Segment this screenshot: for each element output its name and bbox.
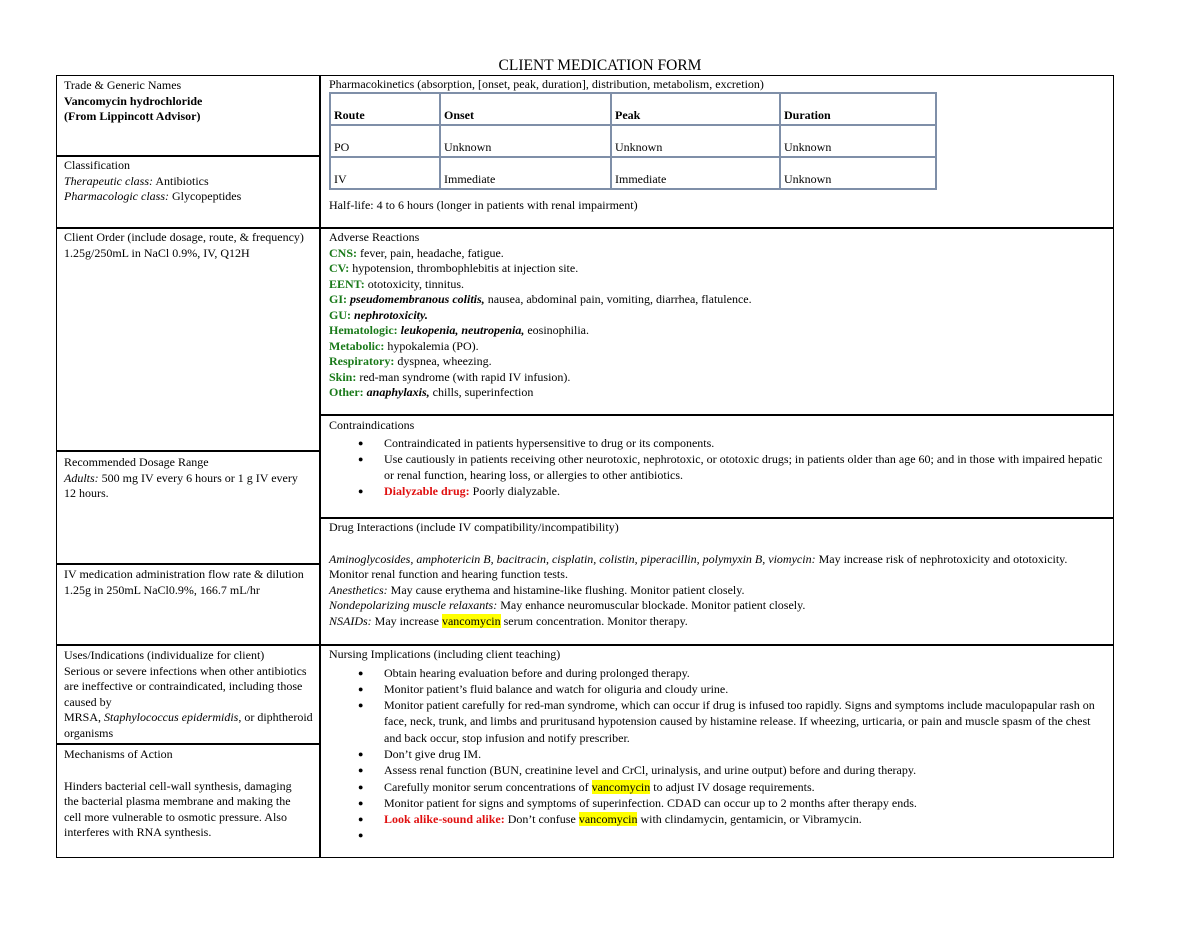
nondepolarizing-text: May enhance neuromuscular blockade. Monitor patient closely. <box>497 598 806 612</box>
mechanisms-text: Hinders bacterial cell-wall synthesis, damaging the bacterial plasma membrane and making the cell more vulnerable to osmotic pressure. Also interferes with RNA synthesis. <box>64 778 292 839</box>
list-item: ● Contraindicated in patients hypersensitive to drug or its components. <box>329 435 1109 451</box>
header-route: Route <box>330 93 440 125</box>
nsaids-label: NSAIDs: <box>329 613 372 628</box>
adults-label: Adults: <box>64 470 99 485</box>
cv-label: CV: <box>329 261 350 275</box>
gu-label: GU: <box>329 307 351 322</box>
divider <box>56 227 320 229</box>
divider <box>56 644 320 646</box>
table-cell: Unknown <box>440 125 611 157</box>
list-item: ● Use cautiously in patients receiving other neurotoxic, nephrotoxic, or ototoxic drugs; in patients older than age 60; and in those with impaired hepatic or renal function, hearing loss, or allergies to other antibiotics. <box>329 451 1109 484</box>
cns-label: CNS: <box>329 245 358 260</box>
nursing-text: to adjust IV dosage requirements. <box>650 779 815 794</box>
mechanisms-label: Mechanisms of Action <box>64 747 173 761</box>
gu-emphasis: nephrotoxicity. <box>351 307 428 322</box>
organism-name: Staphylococcus epidermidis <box>104 710 239 724</box>
highlighted-term: vancomycin <box>578 812 638 827</box>
table-cell: IV <box>330 157 440 189</box>
nursing-label: Nursing Implications (including client teaching) <box>329 647 561 661</box>
list-item: ● Monitor patient carefully for red-man syndrome, which can occur if drug is infused too rapidly. Signs and symptoms include maculopapular rash on face, neck, trunk, and limbs and pruritusand hypotension caused by histamine release. If wheezing, urticaria, or pain and muscle spasm of the chest and back occur, stop infusion and notify prescriber. <box>329 697 1109 746</box>
gi-label: GI: <box>329 292 347 306</box>
trade-section <box>64 78 314 125</box>
divider <box>320 644 1114 646</box>
header-onset: Onset <box>440 93 611 125</box>
adverse-reactions-label: Adverse Reactions <box>329 230 420 244</box>
interactions-section <box>329 520 1109 629</box>
iv-admin-section <box>64 567 309 598</box>
other-label: Other: <box>329 385 364 399</box>
divider <box>56 155 320 157</box>
nursing-text: Don’t confuse <box>504 812 579 827</box>
list-item: ● Monitor patient for signs and symptoms of superinfection. CDAD can occur up to 2 months after therapy ends. <box>329 795 1109 811</box>
adults-dosage: 500 mg IV every 6 hours or 1 g IV every 12 hours. <box>64 470 298 500</box>
client-order-section <box>64 230 314 261</box>
iv-admin-label: IV medication administration flow rate & dilution <box>64 567 304 581</box>
list-item: ● Monitor patient’s fluid balance and watch for oliguria and cloudy urine. <box>329 681 1109 697</box>
anesthetics-text: May cause erythema and histamine-like flushing. Monitor patient closely. <box>387 582 745 597</box>
divider <box>320 517 1114 519</box>
nursing-section <box>329 647 1109 844</box>
aminoglycosides-label: Aminoglycosides, amphotericin B, bacitracin, cisplatin, colistin, piperacillin, polymyxin B, viomycin: <box>329 551 816 566</box>
pharmacokinetics-label: Pharmacokinetics (absorption, [onset, peak, duration], distribution, metabolism, excretion) <box>329 77 764 91</box>
dosage-section <box>64 455 304 502</box>
nursing-text: Carefully monitor serum concentrations of <box>384 779 592 794</box>
table-cell: Immediate <box>611 157 780 189</box>
list-item: ● Assess renal function (BUN, creatinine level and CrCl, urinalysis, and urine output) before and during therapy. <box>329 762 1109 778</box>
uses-text: MRSA, <box>64 710 105 724</box>
list-item <box>329 483 1109 499</box>
divider <box>56 563 320 565</box>
look-alike-label: Look alike-sound alike: <box>384 812 505 827</box>
other-text: chills, superinfection <box>429 385 534 399</box>
highlighted-term: vancomycin <box>441 613 501 628</box>
uses-text: Serious or severe infections when other antibiotics are ineffective or contraindicated, including those caused by <box>64 663 307 709</box>
form-title: CLIENT MEDICATION FORM <box>498 57 702 74</box>
header-duration: Duration <box>780 93 936 125</box>
aminoglycosides-text: May increase risk of nephrotoxicity and ototoxicity. Monitor renal function and hearing function tests. <box>329 551 1068 581</box>
metabolic-label: Metabolic: <box>329 338 385 353</box>
respiratory-label: Respiratory: <box>329 354 395 368</box>
uses-section <box>64 648 314 741</box>
dosage-label: Recommended Dosage Range <box>64 455 209 469</box>
client-order-value: 1.25g/250mL in NaCl 0.9%, IV, Q12H <box>64 245 250 260</box>
uses-label: Uses/Indications (individualize for client) <box>64 648 265 662</box>
divider <box>56 743 320 745</box>
hematologic-label: Hematologic: <box>329 323 398 337</box>
nursing-text: with clindamycin, gentamicin, or Vibramycin. <box>637 812 862 827</box>
therapeutic-class-value: Antibiotics <box>153 173 209 188</box>
skin-label: Skin: <box>329 369 357 384</box>
nondepolarizing-label: Nondepolarizing muscle relaxants: <box>329 598 498 612</box>
gi-emphasis: pseudomembranous colitis, <box>347 292 485 306</box>
column-divider <box>319 75 321 858</box>
respiratory-text: dyspnea, wheezing. <box>394 354 492 368</box>
cns-text: fever, pain, headache, fatigue. <box>357 245 504 260</box>
dialyzable-text: Poorly dialyzable. <box>469 484 560 499</box>
metabolic-text: hypokalemia (PO). <box>384 338 479 353</box>
iv-admin-value: 1.25g in 250mL NaCl0.9%, 166.7 mL/hr <box>64 582 260 597</box>
list-item <box>329 811 1109 827</box>
interactions-label: Drug Interactions (include IV compatibility/incompatibility) <box>329 520 619 534</box>
table-cell: Unknown <box>611 125 780 157</box>
dialyzable-label: Dialyzable drug: <box>384 484 470 499</box>
table-cell: Immediate <box>440 157 611 189</box>
list-item: ● Obtain hearing evaluation before and during prolonged therapy. <box>329 665 1109 681</box>
list-item <box>329 779 1109 795</box>
adverse-reactions-section <box>329 230 1109 401</box>
drug-source: (From Lippincott Advisor) <box>64 109 201 123</box>
cv-text: hypotension, thrombophlebitis at injection site. <box>349 261 579 275</box>
mechanisms-section <box>64 747 309 841</box>
eent-text: ototoxicity, tinnitus. <box>364 276 465 291</box>
half-life: Half-life: 4 to 6 hours (longer in patients with renal impairment) <box>329 198 638 212</box>
table-cell: PO <box>330 125 440 157</box>
drug-name: Vancomycin hydrochloride <box>64 93 203 108</box>
hematologic-emphasis: leukopenia, neutropenia, <box>397 323 525 337</box>
hematologic-text: eosinophilia. <box>524 323 590 337</box>
skin-text: red-man syndrome (with rapid IV infusion). <box>356 369 571 384</box>
contraindications-section <box>329 418 1109 500</box>
nsaids-text: May increase <box>371 613 442 628</box>
pharmacologic-class-value: Glycopeptides <box>168 189 242 203</box>
anesthetics-label: Anesthetics: <box>329 582 388 597</box>
contraindications-label: Contraindications <box>329 418 415 432</box>
divider <box>320 414 1114 416</box>
client-order-label: Client Order (include dosage, route, & frequency) <box>64 230 304 244</box>
classification-section <box>64 158 314 205</box>
divider <box>56 450 320 452</box>
eent-label: EENT: <box>329 276 365 291</box>
trade-label: Trade & Generic Names <box>64 78 182 92</box>
nsaids-text-end: serum concentration. Monitor therapy. <box>500 613 688 628</box>
list-item-empty <box>329 827 1109 843</box>
highlighted-term: vancomycin <box>591 779 651 794</box>
list-item: ● Don’t give drug IM. <box>329 746 1109 762</box>
table-cell: Unknown <box>780 157 936 189</box>
divider <box>320 227 1114 229</box>
classification-label: Classification <box>64 158 130 172</box>
table-cell: Unknown <box>780 125 936 157</box>
other-emphasis: anaphylaxis, <box>363 385 430 399</box>
uses-text: , or diphtheroid organisms <box>64 710 313 740</box>
gi-text: nausea, abdominal pain, vomiting, diarrhea, flatulence. <box>484 292 752 306</box>
pharmacokinetics-table <box>329 92 937 190</box>
pharmacologic-class-label: Pharmacologic class: <box>64 189 169 203</box>
therapeutic-class-label: Therapeutic class: <box>64 173 153 188</box>
header-peak: Peak <box>611 93 780 125</box>
